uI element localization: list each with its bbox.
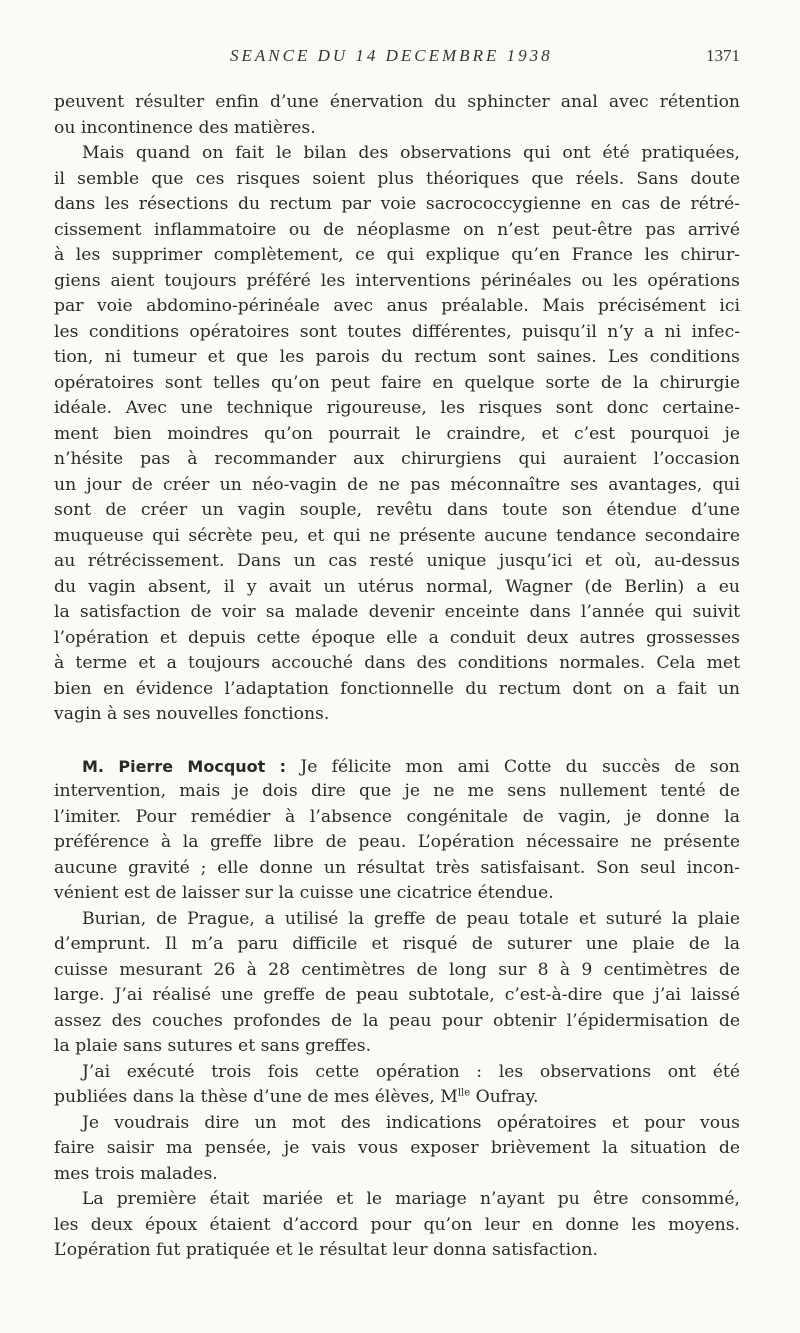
text-line: cissement inflammatoire ou de néoplasme on n’est peut-être pas arrivé xyxy=(54,219,740,240)
text-line: Mais quand on fait le bilan des observations qui ont été pratiquées, xyxy=(82,143,740,163)
text-line: préférence à la greffe libre de peau. L’opération nécessaire ne présente xyxy=(54,832,740,852)
text-line: d’emprunt. Il m’a paru difficile et risqué de suturer une plaie de la xyxy=(54,934,740,954)
text-fragment: Oufray. xyxy=(470,1087,539,1107)
body-text xyxy=(54,90,740,1264)
text-line: tion, ni tumeur et que les parois du rectum sont saines. Les conditions xyxy=(54,347,740,367)
text-line: l’imiter. Pour remédier à l’absence congénitale de vagin, je donne la xyxy=(54,806,740,827)
text-line: dans les résections du rectum par voie sacrococcygienne en cas de rétré- xyxy=(54,194,740,214)
text-line: Burian, de Prague, a utilisé la greffe de peau totale et suturé la plaie xyxy=(82,908,740,929)
text-line: par voie abdomino-périnéale avec anus préalable. Mais précisément ici xyxy=(54,296,740,316)
text-line: du vagin absent, il y avait un utérus normal, Wagner (de Berlin) a eu xyxy=(54,576,740,597)
text-line: l’opération et depuis cette époque elle a conduit deux autres grossesses xyxy=(54,627,740,648)
text-line: Je voudrais dire un mot des indications opératoires et pour vous xyxy=(82,1112,740,1133)
text-line: sont de créer un vagin souple, revêtu dans toute son étendue d’une xyxy=(54,500,740,520)
text-line: faire saisir ma pensée, je vais vous exposer brièvement la situation de xyxy=(54,1138,740,1158)
page-header xyxy=(54,46,740,72)
text-line: mes trois malades. xyxy=(54,1163,218,1184)
text-line: à terme et a toujours accouché dans des conditions normales. Cela met xyxy=(54,653,740,673)
text-line: n’hésite pas à recommander aux chirurgiens qui auraient l’occasion xyxy=(54,449,740,469)
text-line: un jour de créer un néo-vagin de ne pas méconnaître ses avantages, qui xyxy=(54,474,740,495)
text-line: les conditions opératoires sont toutes différentes, puisqu’il n’y a ni infec- xyxy=(54,321,740,342)
text-line: au rétrécissement. Dans un cas resté unique jusqu’ici et où, au-dessus xyxy=(54,551,740,571)
text-line: ou incontinence des matières. xyxy=(54,117,316,138)
text-line: aucune gravité ; elle donne un résultat très satisfaisant. Son seul incon- xyxy=(54,857,740,878)
page-number: 1371 xyxy=(706,46,740,65)
text-line: L’opération fut pratiquée et le résultat leur donna satisfaction. xyxy=(54,1240,598,1260)
superscript: lle xyxy=(457,1087,471,1099)
speaker-name: M. Pierre Mocquot : xyxy=(82,756,287,776)
text-line: il semble que ces risques soient plus théoriques que réels. Sans doute xyxy=(54,168,740,189)
text-line: bien en évidence l’adaptation fonctionnelle du rectum dont on a fait un xyxy=(54,678,740,699)
text-line: opératoires sont telles qu’on peut faire en quelque sorte de la chirurgie xyxy=(54,372,740,393)
text-line-with-sup xyxy=(54,1085,740,1111)
running-head: SEANCE DU 14 DECEMBRE 1938 xyxy=(230,46,553,65)
text-line: large. J’ai réalisé une greffe de peau subtotale, c’est-à-dire que j’ai laissé xyxy=(54,985,740,1005)
text-fragment: publiées dans la thèse d’une de mes élèves, M xyxy=(54,1087,458,1107)
text-line: les deux époux étaient d’accord pour qu’on leur en donne les moyens. xyxy=(54,1214,740,1235)
paragraph-gap xyxy=(54,728,740,754)
text-line: cuisse mesurant 26 à 28 centimètres de long sur 8 à 9 centimètres de xyxy=(54,959,740,980)
text-line: La première était mariée et le mariage n’ayant pu être consommé, xyxy=(82,1189,740,1209)
text-line: la satisfaction de voir sa malade devenir enceinte dans l’année qui suivit xyxy=(54,602,740,622)
text-line: vagin à ses nouvelles fonctions. xyxy=(54,704,330,724)
speaker-line xyxy=(54,754,740,780)
text-line: ment bien moindres qu’on pourrait le craindre, et c’est pourquoi je xyxy=(54,423,740,444)
text-line: la plaie sans sutures et sans greffes. xyxy=(54,1036,372,1056)
text-line: peuvent résulter enfin d’une énervation du sphincter anal avec rétention xyxy=(54,92,740,112)
text-line: idéale. Avec une technique rigoureuse, les risques sont donc certaine- xyxy=(54,398,740,418)
text-line: assez des couches profondes de la peau pour obtenir l’épidermisation de xyxy=(54,1010,740,1031)
text-line: intervention, mais je dois dire que je ne me sens nullement tenté de xyxy=(54,781,740,801)
text-line: giens aient toujours préféré les interventions périnéales ou les opérations xyxy=(54,270,740,291)
text-line: Je félicite mon ami Cotte du succès de son xyxy=(300,756,741,777)
text-line: J’ai exécuté trois fois cette opération : les observations ont été xyxy=(82,1061,740,1082)
text-line: à les supprimer complètement, ce qui explique qu’en France les chirur- xyxy=(54,245,740,265)
text-line: muqueuse qui sécrète peu, et qui ne présente aucune tendance secondaire xyxy=(54,525,740,546)
text-line: vénient est de laisser sur la cuisse une cicatrice étendue. xyxy=(54,883,554,903)
